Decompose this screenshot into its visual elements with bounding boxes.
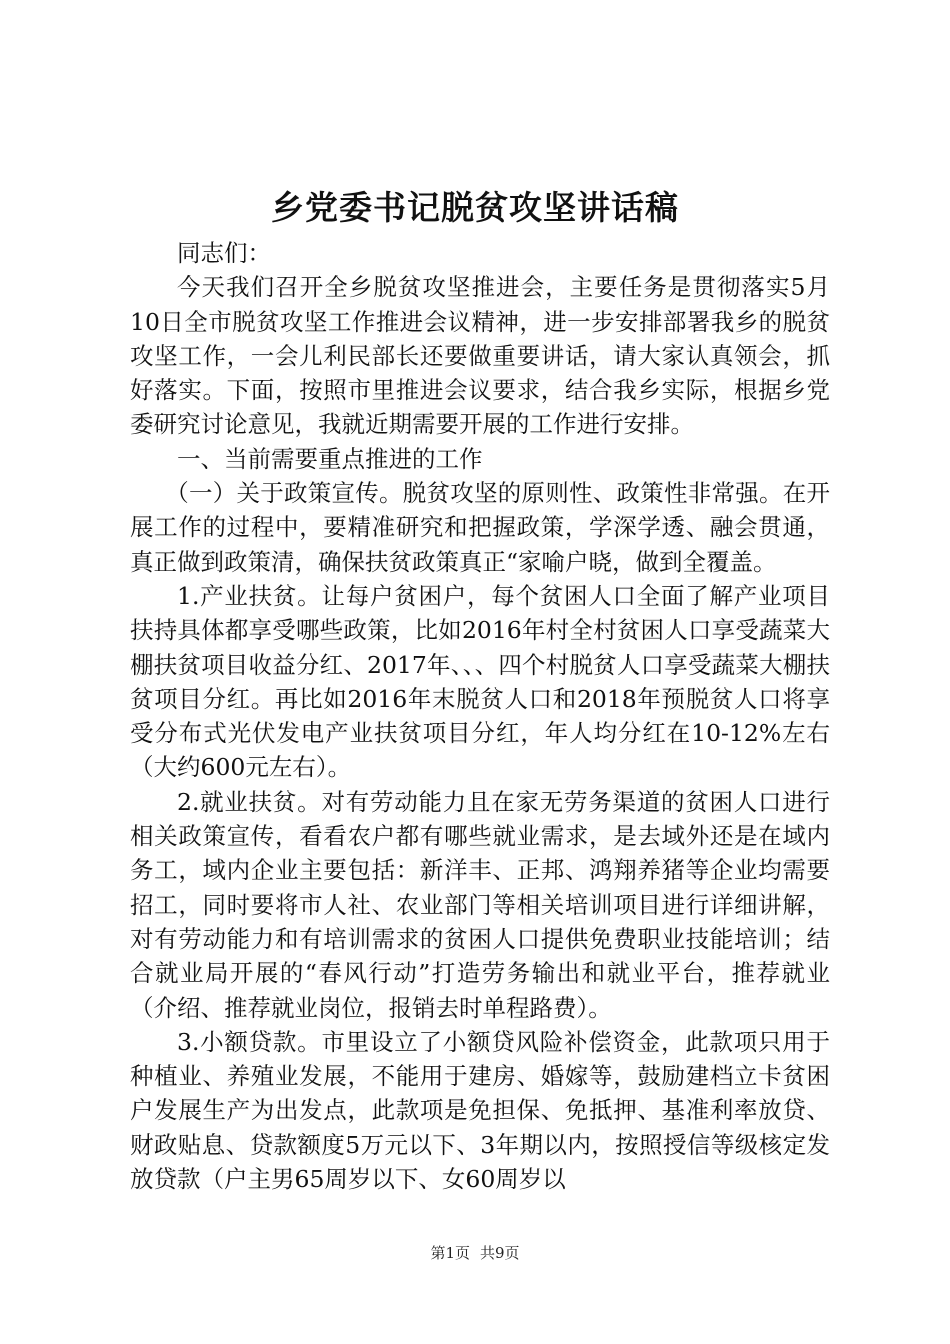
- page-total: 共9页: [480, 1244, 520, 1262]
- intro-paragraph: 今天我们召开全乡脱贫攻坚推进会，主要任务是贯彻落实5月10日全市脱贫攻坚工作推进会议精神，进一步安排部署我乡的脱贫攻坚工作，一会儿利民部长还要做重要讲话，请大家认真领会，抓好落实。下面，按照市里推进会议要求，结合我乡实际，根据乡党委研究讨论意见，我就近期需要开展的工作进行安排。: [130, 273, 830, 439]
- document-body: [130, 236, 830, 1196]
- document-title: 乡党委书记脱贫攻坚讲话稿: [271, 188, 679, 227]
- policy-paragraph: （一）关于政策宣传。脱贫攻坚的原则性、政策性非常强。在开展工作的过程中，要精准研究和把握政策，学深学透、融会贯通，真正做到政策清，确保扶贫政策真正“家喻户晓，做到全覆盖。: [130, 479, 830, 576]
- section-heading: 一、当前需要重点推进的工作: [177, 444, 483, 473]
- industry-poverty-paragraph: 1.产业扶贫。让每户贫困户，每个贫困人口全面了解产业项目扶持具体都享受哪些政策，比如2016年村全村贫困人口享受蔬菜大棚扶贫项目收益分红、2017年、、、四个村脱贫人口享受蔬菜大棚扶贫项目分红。再比如2016年末脱贫人口和2018年预脱贫人口将享受分布式光伏发电产业扶贫项目分红，年人均分红在10-12%左右（大约600元左右）。: [130, 581, 830, 782]
- employment-poverty-paragraph: 2.就业扶贫。对有劳动能力且在家无劳务渠道的贫困人口进行相关政策宣传，看看农户都有哪些就业需求，是去域外还是在域内务工，域内企业主要包括：新洋丰、正邦、鸿翔养猪等企业均需要招工，同时要将市人社、农业部门等相关培训项目进行详细讲解，对有劳动能力和有培训需求的贫困人口提供免费职业技能培训；结合就业局开展的“春风行动”打造劳务输出和就业平台，推荐就业（介绍、推荐就业岗位，报销去时单程路费）。: [130, 787, 830, 1022]
- page-number: 第1页: [430, 1244, 470, 1262]
- salutation-paragraph: 同志们：: [177, 239, 271, 267]
- microloan-paragraph: 3.小额贷款。市里设立了小额贷风险补偿资金，此款项只用于种植业、养殖业发展，不能用于建房、婚嫁等，鼓励建档立卡贫困户发展生产为出发点，此款项是免担保、免抵押、基准利率放贷、财政贴息、贷款额度5万元以下、3年期以内，按照授信等级核定发放贷款（户主男65周岁以下、女60周岁以: [130, 1027, 830, 1194]
- page-footer: [0, 1243, 950, 1263]
